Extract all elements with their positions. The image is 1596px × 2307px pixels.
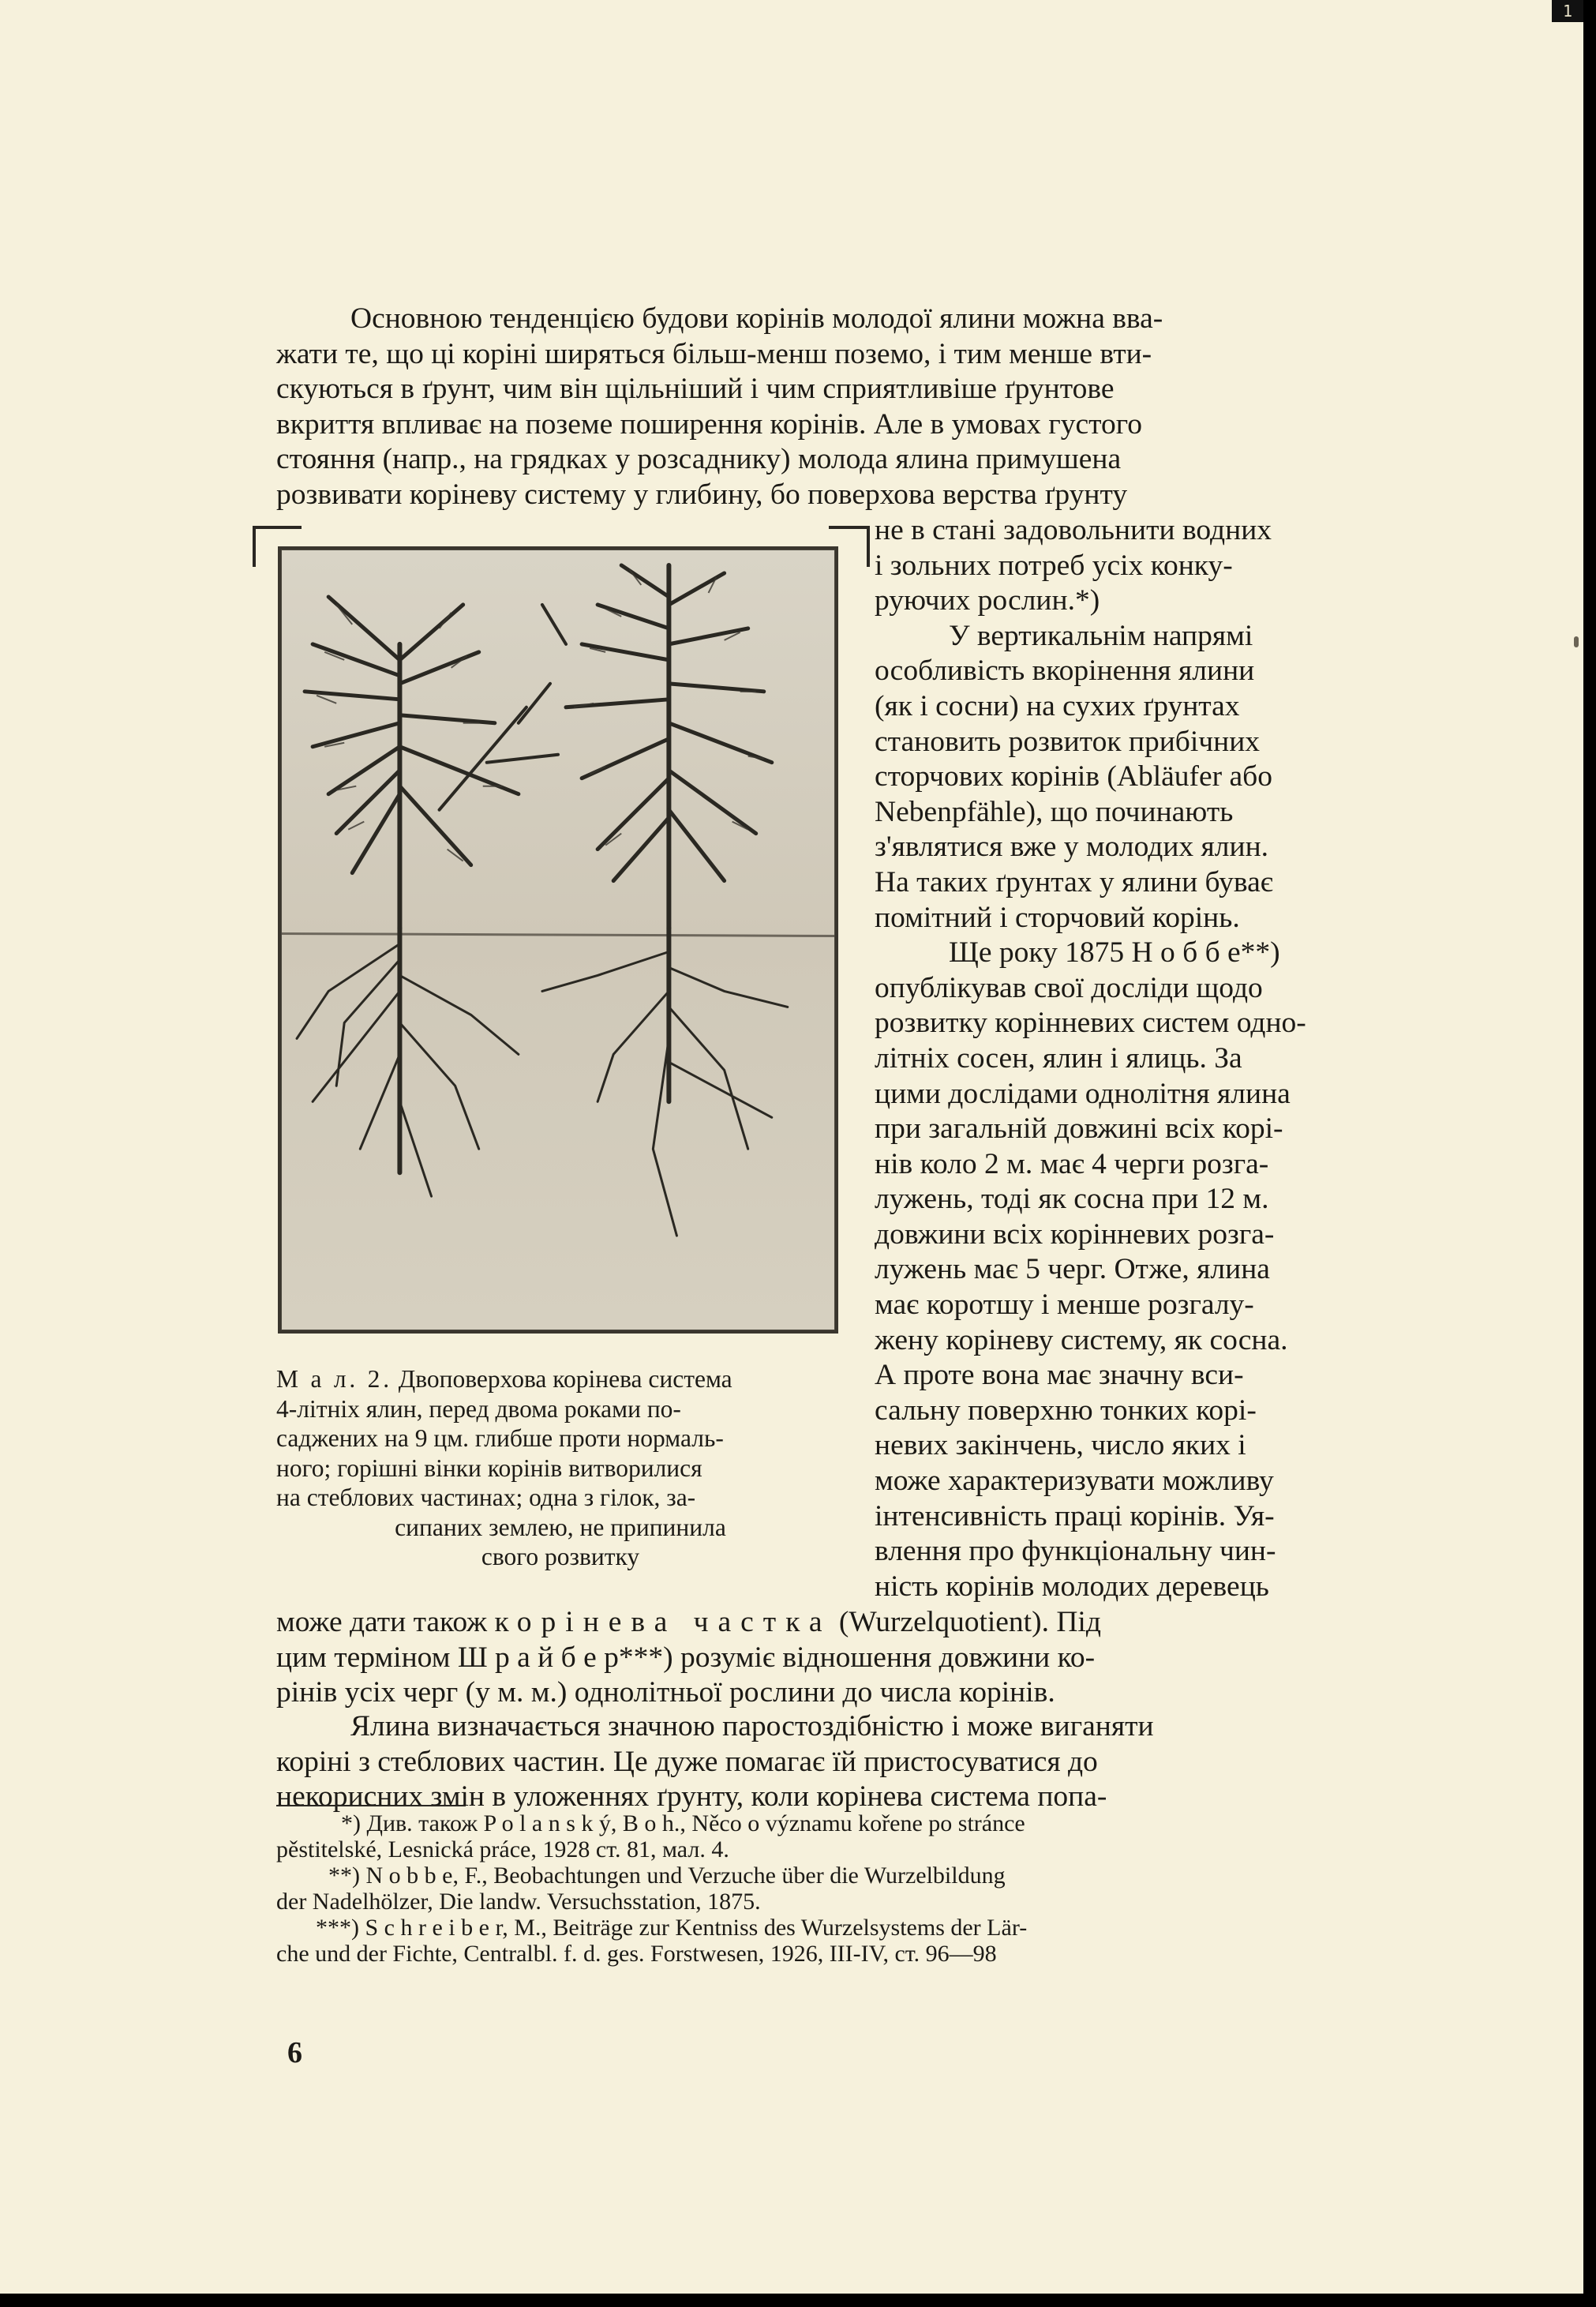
term-root-quotient: корінева частка [494, 1606, 832, 1638]
text-line: довжини всіх корінневих розга- [875, 1217, 1275, 1251]
text-line: має коротшу і менше розгалу- [875, 1289, 1254, 1322]
footnote-1-cont: pěstitelské, Lesnická práce, 1928 ст. 81, мал. 4. [276, 1836, 729, 1862]
spruce-seedlings-illustration [281, 550, 835, 1330]
text-line: становить розвиток прибічних [875, 725, 1261, 758]
text-line: рінів усіх черг (у м. м.) однолітньої рослини до числа корінів. [276, 1676, 1055, 1709]
text-line: некорисних змін в уложеннях ґрунту, коли корінева система попа- [276, 1780, 1107, 1814]
text-line: розвитку корінневих систем одно- [875, 1007, 1306, 1040]
text-line: жати те, що ці корінi ширяться більш-менш поземо, і тим менше вти- [276, 337, 1152, 370]
text-line: стояння (напр., на грядках у розсаднику) молода ялина примушена [276, 443, 1122, 476]
caption-line: ного; горішні вінки корінів витворилися [276, 1454, 702, 1482]
text-line: не в стані задовольнити водних [875, 514, 1272, 546]
text-line: з'являтися вже у молодих ялин. [875, 831, 1269, 864]
footnote-2 [276, 1862, 1386, 1889]
text-line: жену коріневу систему, як сосна. [875, 1323, 1288, 1356]
text-line: ність корінів молодих деревець [875, 1570, 1269, 1603]
text-line: опублікував свої досліди щодо [875, 971, 1263, 1004]
text-line: невих закінчень, число яких і [875, 1429, 1246, 1462]
figure-photo-spruce-roots [278, 546, 838, 1334]
text-line: інтенсивність праці корінів. Уя- [875, 1499, 1275, 1532]
text-line: влення про функціональну чин- [875, 1535, 1276, 1568]
right-column-text [875, 513, 1386, 1604]
text-line: коріні з стеблових частин. Це дуже помагає їй пристосуватися до [276, 1745, 1098, 1778]
text-line: помітний і сторчовий корінь. [875, 901, 1240, 934]
text-segment: (Wurzelquotient). Під [838, 1606, 1101, 1638]
caption-line [276, 1364, 845, 1394]
paragraph-1 [276, 302, 1386, 513]
paragraph-3 [276, 1709, 1386, 1815]
footnote-3-cont: che und der Fichte, Centralbl. f. d. ges. Forstwesen, 1926, III-IV, ст. 96—98 [276, 1941, 997, 1967]
caption-line: 4-літніх ялин, перед двома роками по- [276, 1394, 681, 1423]
text-line: скуються в ґрунт, чим він щільніший і чим сприятливіше ґрунтове [276, 373, 1115, 406]
scan-corner-mark: 1 [1552, 0, 1583, 22]
text-line: особливість вкорінення ялини [875, 655, 1255, 688]
text-line: літніх сосен, ялин і ялиць. За [875, 1041, 1242, 1075]
footnote-mark: *) [341, 1810, 361, 1836]
text-line: У вертикальнім напрямі [949, 619, 1253, 652]
caption-line: сипаних землею, не припинила [395, 1513, 726, 1541]
text-line: (як і сосни) на сухих ґрунтах [875, 689, 1240, 722]
footnote-3 [276, 1915, 1386, 1941]
text-line: розвивати коріневу систему у глибину, бо поверхова верства ґрунту [276, 478, 1128, 511]
scan-edge-mark [1574, 636, 1579, 647]
text-line: вкриття впливає на поземе поширення корінів. Але в умовах густого [276, 407, 1142, 441]
text-segment: цим терміном [276, 1641, 451, 1674]
text-line: лужень має 5 черг. Отже, ялина [875, 1253, 1270, 1286]
caption-line: саджених на 9 цм. глибше проти нормаль- [276, 1424, 724, 1452]
text-segment: розуміє відношення довжини ко- [680, 1641, 1096, 1674]
text-line: руючих рослин.*) [875, 584, 1100, 617]
footnote-mark: ***) [316, 1915, 359, 1941]
footnote-mark: **) [328, 1862, 360, 1889]
footnote-2-cont: der Nadelhölzer, Die landw. Versuchsstation, 1875. [276, 1889, 761, 1915]
caption-label: М а л. 2. [276, 1365, 392, 1393]
text-line: Ще року 1875 Н о б б е**) [949, 936, 1280, 970]
text-line: сальну поверхню тонких корі- [875, 1394, 1257, 1427]
footnote-text: S c h r e i b e r, M., Beiträge zur Kentniss des Wurzelsystems der Lär- [365, 1915, 1028, 1941]
paragraph-2 [276, 1605, 1386, 1711]
text-line: На таких ґрунтах у ялини буває [875, 865, 1273, 898]
text-line: Ялина визначається значною паростоздібністю і може виганяти [350, 1710, 1154, 1742]
footnote-divider [276, 1805, 466, 1806]
text-line: Основною тенденцією будови корінів молодої ялини можна вва- [350, 302, 1163, 335]
text-line: Nebenpfähle), що починають [875, 795, 1234, 828]
text-line: може характеризувати можливу [875, 1465, 1274, 1498]
footnote-text: N o b b e, F., Beobachtungen und Verzuche über die Wurzelbildung [365, 1862, 1006, 1889]
text-segment: може дати також [276, 1606, 488, 1638]
text-line [276, 1605, 1386, 1641]
page-number: 6 [287, 2036, 302, 2069]
text-line [276, 1641, 1386, 1676]
text-line: сторчових корінів (Abläufer або [875, 760, 1273, 793]
caption-line: на стеблових частинах; одна з гілок, за- [276, 1484, 696, 1511]
footnote-1 [276, 1810, 1386, 1836]
caption-text: Двоповерхова корінева система [398, 1365, 732, 1393]
caption-line: свого розвитку [481, 1543, 640, 1570]
text-line: цими дослідами однолітня ялина [875, 1077, 1291, 1110]
text-line: при загальній довжині всіх корі- [875, 1112, 1283, 1146]
text-line: лужень, тоді як сосна при 12 м. [875, 1183, 1269, 1216]
author-schreiber: Ш р а й б е р***) [457, 1641, 673, 1674]
text-line: А проте вона має значну вси- [875, 1359, 1244, 1392]
text-line: і зольних потреб усіх конку- [875, 549, 1233, 582]
figure-caption [276, 1364, 845, 1572]
text-line: нів коло 2 м. має 4 черги розга- [875, 1147, 1269, 1180]
footnotes [276, 1810, 1386, 1967]
footnote-text: Див. також P o l a n s k ý, B o h., Něco o významu kořene po stránce [366, 1810, 1025, 1836]
